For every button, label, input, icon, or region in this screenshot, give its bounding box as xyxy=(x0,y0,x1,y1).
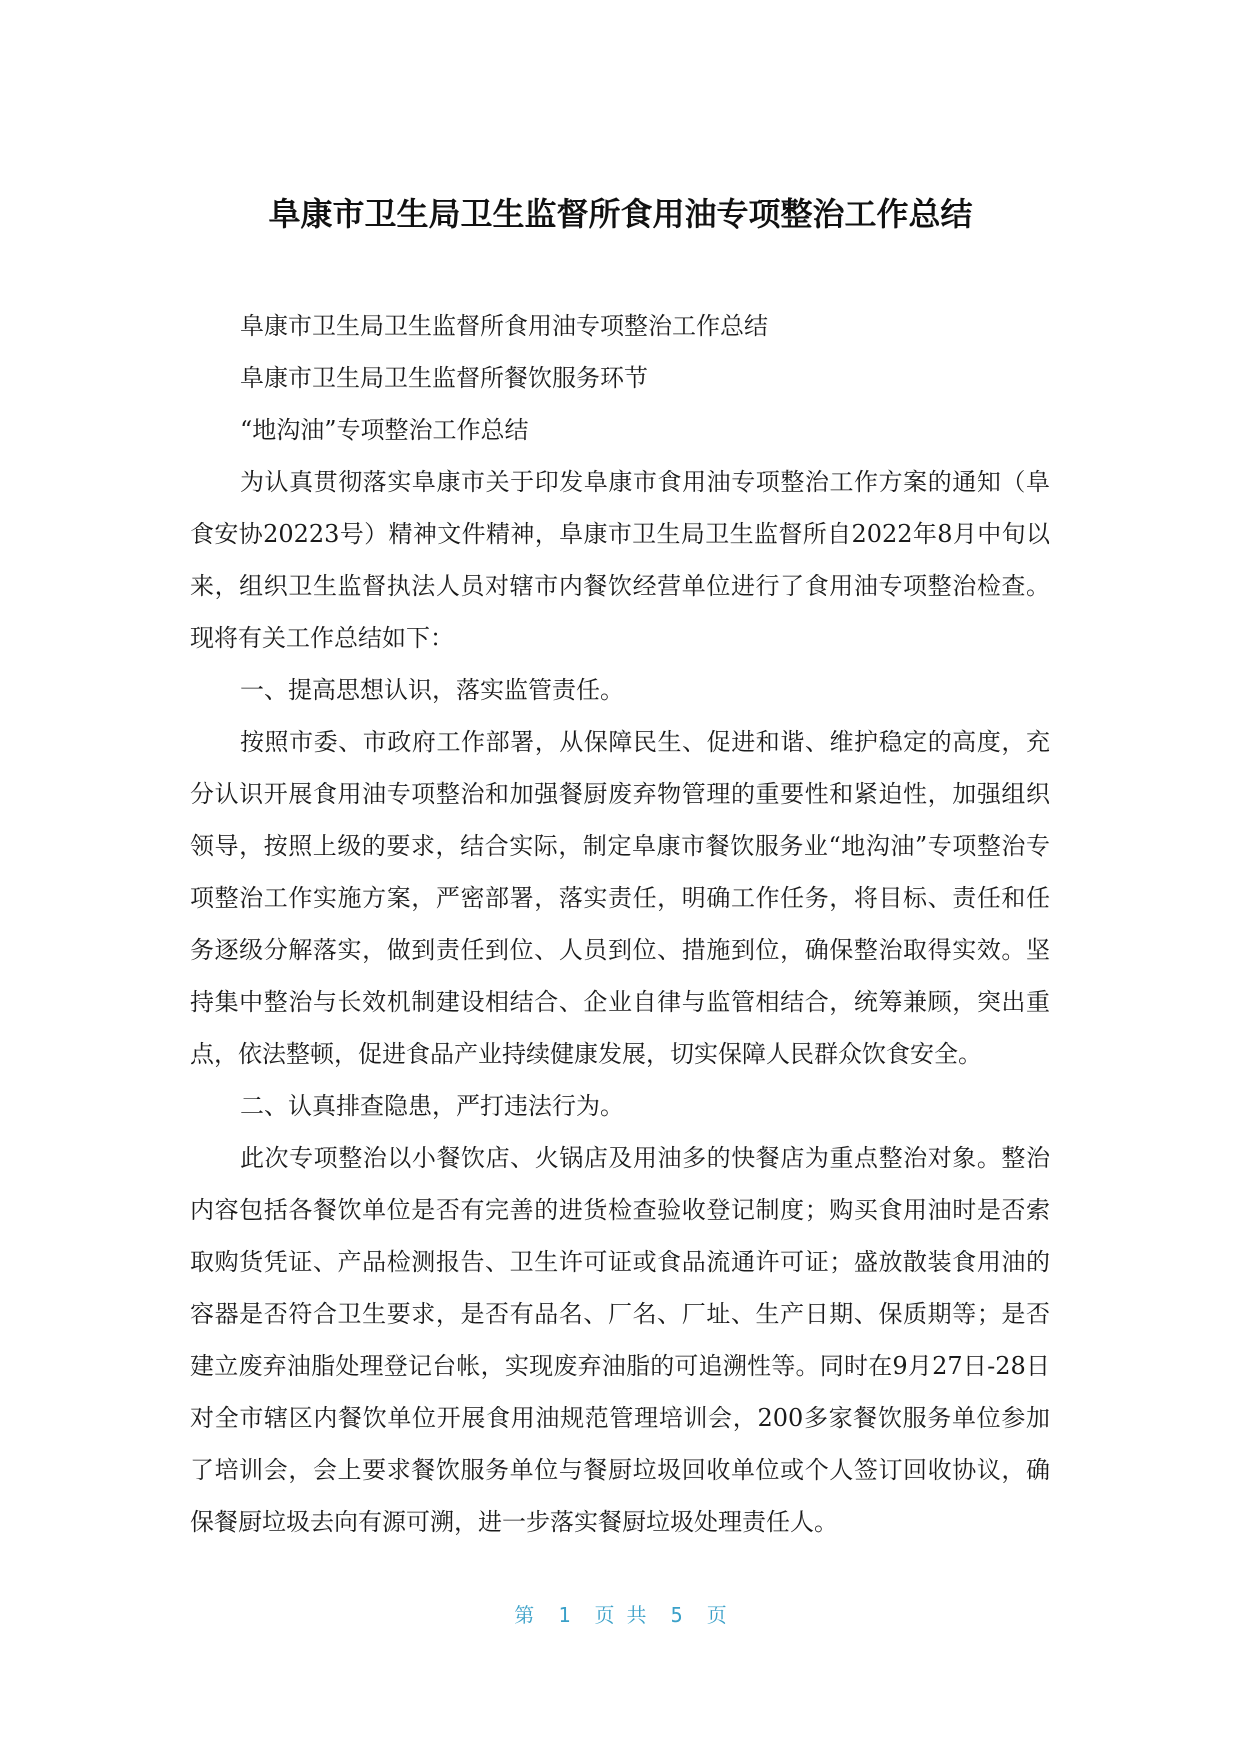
body-paragraph: 按照市委、市政府工作部署，从保障民生、促进和谐、维护稳定的高度，充分认识开展食用油专项整治和加强餐厨废弃物管理的重要性和紧迫性，加强组织领导，按照上级的要求，结合实际，制定阜康市餐饮服务业“地沟油”专项整治专项整治工作实施方案，严密部署，落实责任，明确工作任务，将目标、责任和任务逐级分解落实，做到责任到位、人员到位、措施到位，确保整治取得实效。坚持集中整治与长效机制建设相结合、企业自律与监管相结合，统筹兼顾，突出重点，依法整顿，促进食品产业持续健康发展，切实保障人民群众饮食安全。 xyxy=(190,728,1050,1068)
body-paragraph: “地沟油”专项整治工作总结 xyxy=(240,416,529,444)
body-paragraph: 此次专项整治以小餐饮店、火锅店及用油多的快餐店为重点整治对象。整治内容包括各餐饮单位是否有完善的进货检查验收登记制度；购买食用油时是否索取购货凭证、产品检测报告、卫生许可证或食品流通许可证；盛放散装食用油的容器是否符合卫生要求，是否有品名、厂名、厂址、生产日期、保质期等；是否建立废弃油脂处理登记台帐，实现废弃油脂的可追溯性等。同时在9月27日-28日对全市辖区内餐饮单位开展食用油规范管理培训会，200多家餐饮服务单位参加了培训会，会上要求餐饮服务单位与餐厨垃圾回收单位或个人签订回收协议，确保餐厨垃圾去向有源可溯，进一步落实餐厨垃圾处理责任人。 xyxy=(190,1144,1050,1536)
body-paragraph: 阜康市卫生局卫生监督所食用油专项整治工作总结 xyxy=(240,312,768,340)
document-title: 阜康市卫生局卫生监督所食用油专项整治工作总结 xyxy=(268,195,973,233)
body-paragraph: 阜康市卫生局卫生监督所餐饮服务环节 xyxy=(240,364,648,392)
section-heading: 一、提高思想认识，落实监管责任。 xyxy=(240,676,624,704)
body-paragraph: 为认真贯彻落实阜康市关于印发阜康市食用油专项整治工作方案的通知（阜食安协20223号）精神文件精神，阜康市卫生局卫生监督所自2022年8月中旬以来，组织卫生监督执法人员对辖市内餐饮经营单位进行了食用油专项整治检查。现将有关工作总结如下： xyxy=(190,468,1050,652)
section-heading: 二、认真排查隐患，严打违法行为。 xyxy=(240,1092,624,1120)
document-body xyxy=(190,300,1050,1548)
page-number-footer: 第 1 页 共 5 页 xyxy=(514,1603,727,1627)
